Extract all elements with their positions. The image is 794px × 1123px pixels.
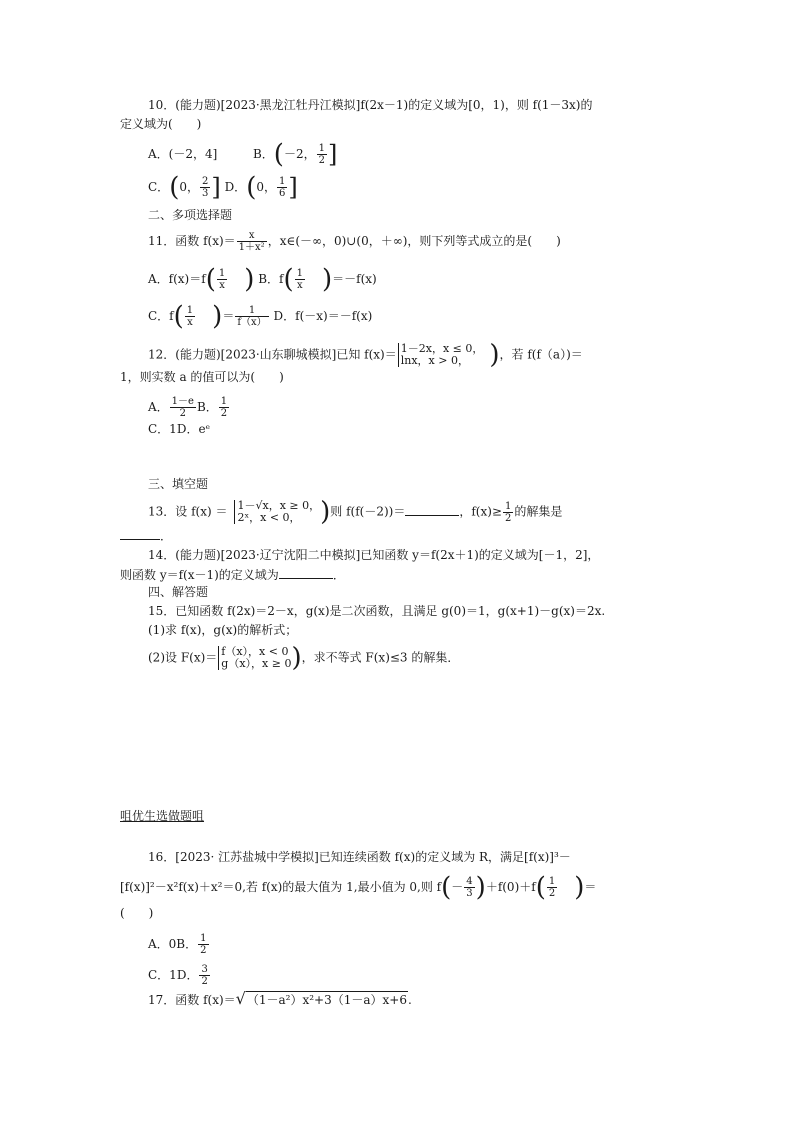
q13-line2: ． <box>120 527 172 544</box>
q13-stem: 13．设 f(x) ＝ 1－√x，x ≥ 0， 2ˣ，x < 0， )则 f(f(－2))＝ ，f(x)≥ $\frac{1}{2}$ 的解集是 <box>148 497 563 527</box>
q11-options-ab <box>148 264 377 295</box>
q10-option-a[interactable]: A．(－2，4] <box>148 147 218 161</box>
q16-options-cd[interactable]: C．1D． $\frac{3}{2}$ <box>148 964 208 987</box>
section-answer: 四、解答题 <box>148 585 209 599</box>
q10-option-d[interactable]: D．(0， $\frac{1}{6}$ ] <box>224 172 298 203</box>
q11-option-a[interactable]: A．f(x)＝f( $\frac{1}{x}$ ) <box>148 264 255 295</box>
q16-line1: 16．[2023· 江苏盐城中学模拟]已知连续函数 f(x)的定义域为 R，满足[f(x)]³－ <box>148 850 571 864</box>
q14-line2: 则函数 y＝f(x－1)的定义域为 ． <box>120 568 345 582</box>
q12-option-b[interactable]: B． $\frac{1}{2}$ <box>196 396 228 419</box>
q12-line2: 1，则实数 a 的值可以为( ) <box>120 370 284 384</box>
q10-options-cd <box>148 172 298 203</box>
q11-option-b[interactable]: B．f( $\frac{1}{x}$ )＝－f(x) <box>258 264 377 295</box>
q16-line3: ( ) <box>120 906 154 920</box>
q15-line3: (2)设 F(x)＝ f（x），x < 0 g（x），x ≥ 0 )，求不等式 F(x)≤3 的解集． <box>148 643 460 673</box>
q16-options-ab[interactable]: A．0B． $\frac{1}{2}$ <box>148 933 207 956</box>
q10-line2: 定义域为( ) <box>120 117 202 131</box>
section-multiple-choice: 二、多项选择题 <box>148 208 233 222</box>
q15-line1: 15．已知函数 f(2x)＝2－x，g(x)是二次函数，且满足 g(0)＝1，g(x+1)－g(x)＝2x. <box>148 604 606 618</box>
q13-blank-2[interactable] <box>120 527 160 540</box>
q17-stem: 17．函数 f(x)＝√（1－a²）x²+3（1－a）x+6. <box>148 989 412 1008</box>
excellent-students-heading: 咀优生选做题咀 <box>120 809 205 823</box>
section-fill-in: 三、填空题 <box>148 477 209 491</box>
q12-options-cd[interactable]: C．1D．eᵉ <box>148 422 211 436</box>
q16-line2: [f(x)]²－x²f(x)＋x²＝0,若 f(x)的最大值为 1,最小值为 0,则 f(－ $\frac{4}{3}$ )＋f(0)＋f( $\frac{1}{2}$ )＝ <box>120 872 597 903</box>
q11-stem: 11．函数 f(x)＝ $\frac{x}{\text{1＋x²}}$ ，x∈(－∞，0)∪(0，＋∞)，则下列等式成立的是( ) <box>148 230 561 253</box>
q14-blank[interactable] <box>279 566 333 579</box>
q15-line2: (1)求 f(x)，g(x)的解析式； <box>148 623 298 637</box>
q10-line1: 10．(能力题)[2023·黑龙江牡丹江模拟]f(2x－1)的定义域为[0，1)，则 f(1－3x)的 <box>148 98 593 112</box>
q14-line1: 14．(能力题)[2023·辽宁沈阳二中模拟]已知函数 y＝f(2x＋1)的定义域为[－1，2]， <box>148 548 600 562</box>
q11-option-d[interactable]: D．f(－x)＝－f(x) <box>273 309 373 323</box>
q11-options-cd <box>148 301 373 332</box>
q12-options-ab <box>148 396 230 419</box>
q12-option-a[interactable]: A． $\frac{1-e}{2}$ <box>148 396 194 419</box>
q10-options-ab <box>148 139 338 170</box>
q10-option-c[interactable]: C．(0， $\frac{2}{3}$ ] <box>148 172 221 203</box>
q13-blank-1[interactable] <box>405 503 459 516</box>
q10-option-b[interactable]: B．(－2， $\frac{1}{2}$ ] <box>252 139 338 170</box>
q12-stem: 12．(能力题)[2023·山东聊城模拟]已知 f(x)＝ 1－2x，x ≤ 0， lnx，x > 0， )，若 f(f（a）)＝ <box>148 340 583 370</box>
q11-option-c[interactable]: C．f( $\frac{1}{x}$ )＝ $\frac{1}{f(x)}$ <box>148 301 267 332</box>
